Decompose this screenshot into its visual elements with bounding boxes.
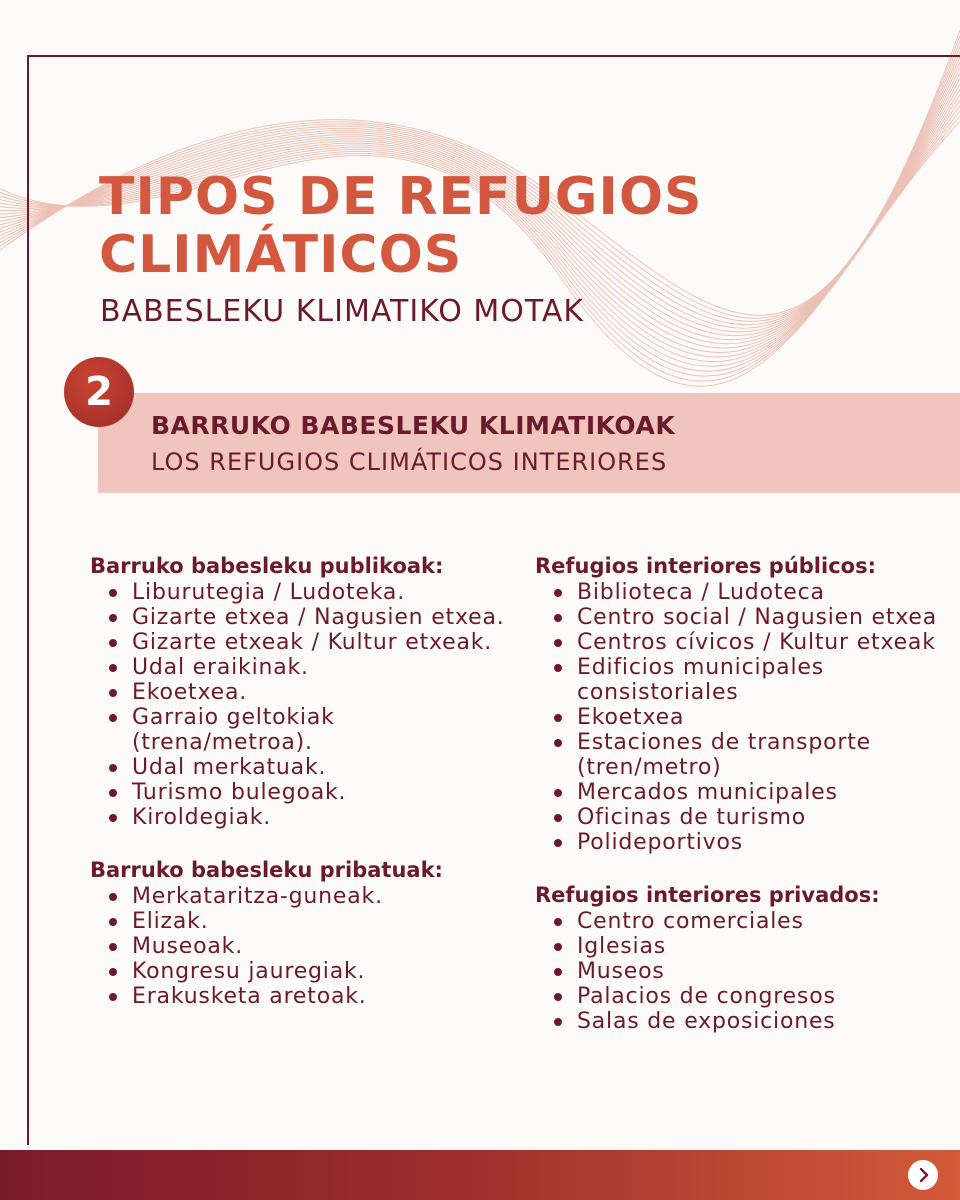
group-heading: Barruko babesleku pribatuak: xyxy=(90,858,443,882)
footer-gradient-bar xyxy=(0,1150,960,1200)
list-item: Iglesias xyxy=(577,934,955,959)
public-refuges-group-es xyxy=(535,552,955,855)
group-heading: Refugios interiores públicos: xyxy=(535,554,876,578)
list-item: Oficinas de turismo xyxy=(577,805,955,830)
right-column-spanish xyxy=(535,552,955,1060)
list-item: Polideportivos xyxy=(577,830,955,855)
group-heading: Barruko babesleku publikoak: xyxy=(90,554,444,578)
private-refuges-group-eu xyxy=(90,856,510,1009)
list-item: Biblioteca / Ludoteca xyxy=(577,580,955,605)
page-title-line-2: CLIMÁTICOS xyxy=(99,225,463,285)
page-title-line-1: TIPOS DE REFUGIOS xyxy=(99,167,703,227)
list-item: Erakusketa aretoak. xyxy=(132,984,510,1009)
list-item: Centro social / Nagusien etxea xyxy=(577,605,955,630)
frame-left-line xyxy=(27,55,29,1145)
list-item: Elizak. xyxy=(132,909,510,934)
page-title xyxy=(99,168,702,284)
frame-top-line xyxy=(27,55,960,57)
list-item: Liburutegia / Ludoteka. xyxy=(132,580,510,605)
list-item: Centros cívicos / Kultur etxeak xyxy=(577,630,955,655)
section-number-badge: 2 xyxy=(64,357,134,427)
refuge-list xyxy=(90,884,510,1009)
list-item: Gizarte etxea / Nagusien etxea. xyxy=(132,605,510,630)
list-item: Centro comerciales xyxy=(577,909,955,934)
left-column-basque xyxy=(90,552,510,1035)
list-item: Museos xyxy=(577,959,955,984)
list-item: Museoak. xyxy=(132,934,510,959)
list-item: Mercados municipales xyxy=(577,780,955,805)
list-item: Palacios de congresos xyxy=(577,984,955,1009)
public-refuges-group-eu xyxy=(90,552,510,830)
group-heading: Refugios interiores privados: xyxy=(535,883,880,907)
section-subtitle: LOS REFUGIOS CLIMÁTICOS INTERIORES xyxy=(151,448,668,476)
list-item: Kiroldegiak. xyxy=(132,805,510,830)
list-item: Garraio geltokiak (trena/metroa). xyxy=(132,705,510,755)
list-item: Kongresu jauregiak. xyxy=(132,959,510,984)
refuge-list xyxy=(535,580,955,855)
section-title: BARRUKO BABESLEKU KLIMATIKOAK xyxy=(151,411,676,440)
section-header-band xyxy=(98,393,960,493)
list-item: Merkataritza-guneak. xyxy=(132,884,510,909)
private-refuges-group-es xyxy=(535,881,955,1034)
refuge-list xyxy=(535,909,955,1034)
list-item: Salas de exposiciones xyxy=(577,1009,955,1034)
list-item: Gizarte etxeak / Kultur etxeak. xyxy=(132,630,510,655)
list-item: Udal eraikinak. xyxy=(132,655,510,680)
list-item: Ekoetxea xyxy=(577,705,955,730)
list-item: Estaciones de transporte (tren/metro) xyxy=(577,730,955,780)
list-item: Udal merkatuak. xyxy=(132,755,510,780)
refuge-list xyxy=(90,580,510,830)
chevron-right-icon xyxy=(914,1166,932,1184)
list-item: Ekoetxea. xyxy=(132,680,510,705)
page-subtitle: BABESLEKU KLIMATIKO MOTAK xyxy=(100,294,585,329)
list-item: Turismo bulegoak. xyxy=(132,780,510,805)
list-item: Edificios municipales consistoriales xyxy=(577,655,955,705)
next-slide-button[interactable] xyxy=(908,1160,938,1190)
